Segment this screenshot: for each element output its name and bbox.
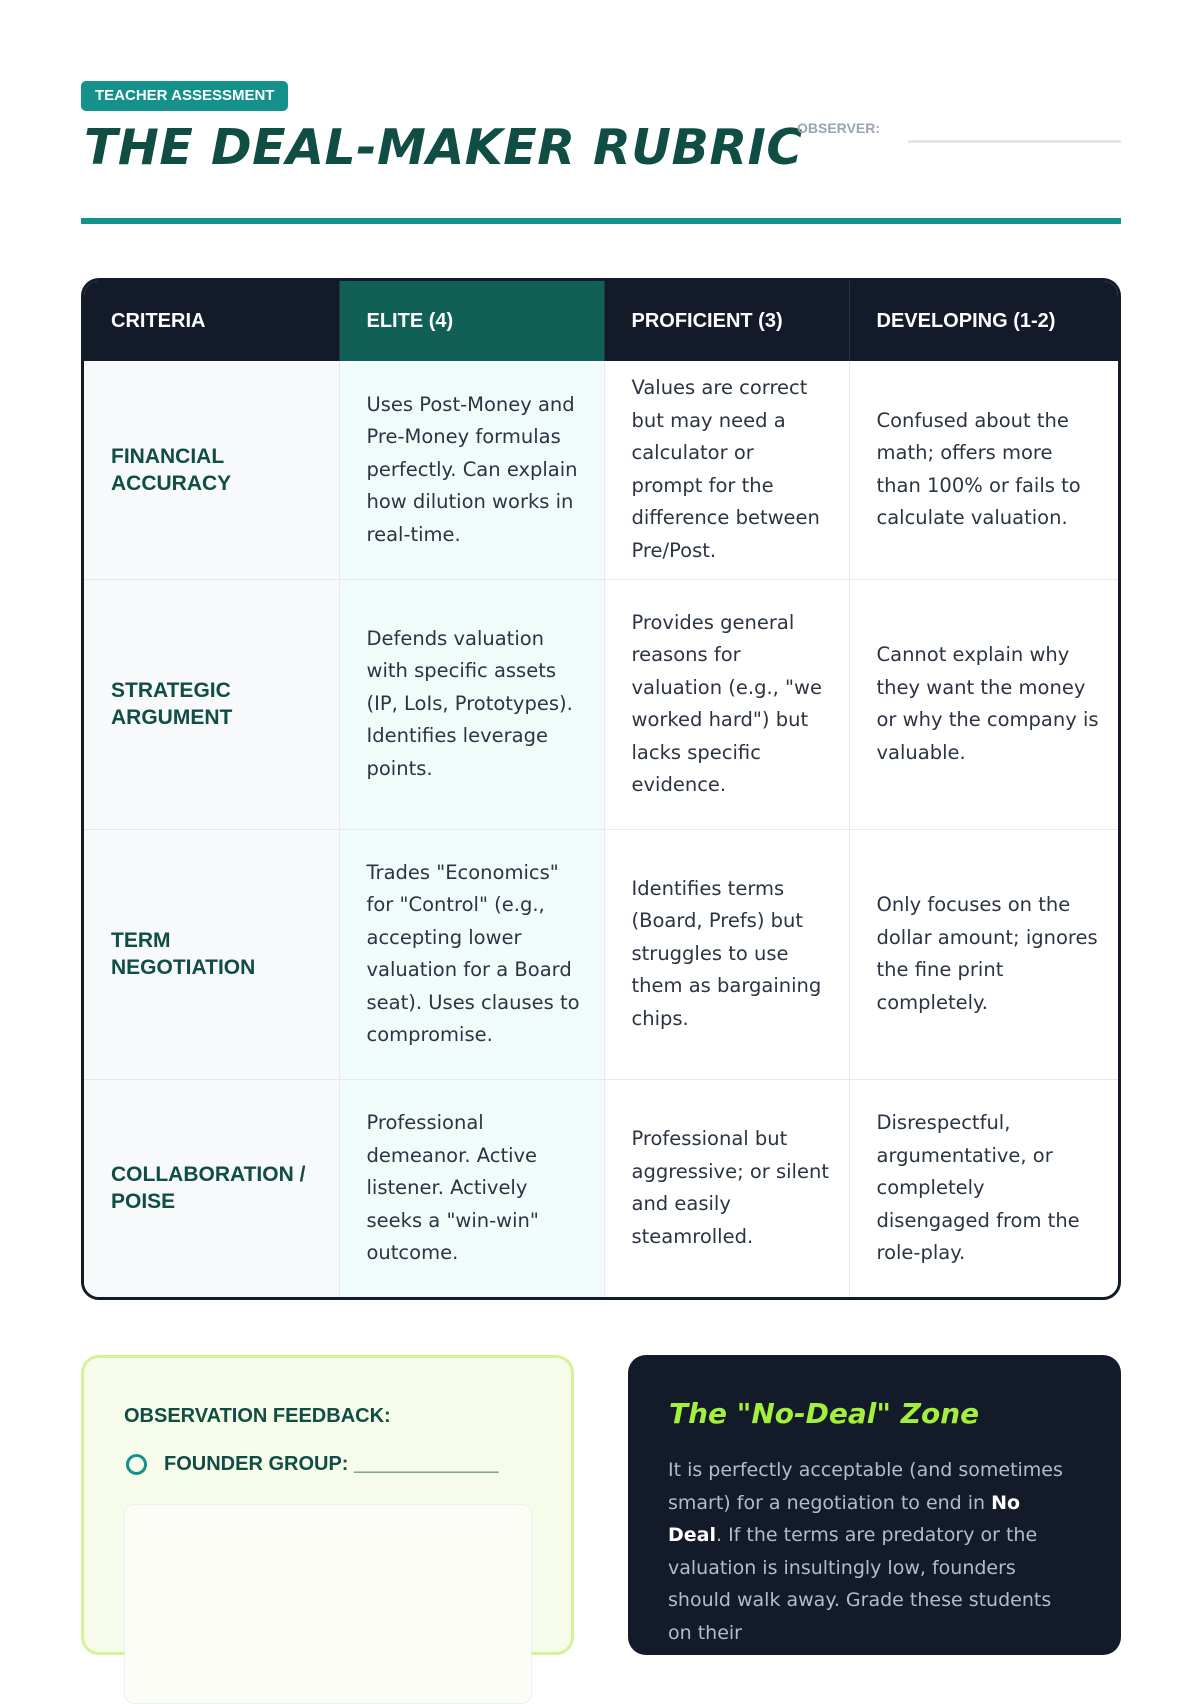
teacher-assessment-badge: TEACHER ASSESSMENT	[81, 81, 288, 111]
column-header-elite: ELITE (4)	[339, 281, 604, 361]
feedback-notes-area[interactable]	[124, 1504, 532, 1704]
table-row	[84, 579, 1118, 829]
feedback-title: OBSERVATION FEEDBACK:	[124, 1405, 391, 1427]
rubric-header-row	[84, 281, 1118, 361]
no-deal-body	[668, 1454, 1078, 1649]
developing-cell: Cannot explain why they want the money or why the company is valuable.	[849, 579, 1118, 829]
column-header-proficient: PROFICIENT (3)	[604, 281, 849, 361]
observer-label: OBSERVER:	[797, 120, 880, 136]
founder-group-label: FOUNDER GROUP: _____________	[164, 1453, 499, 1475]
column-header-developing: DEVELOPING (1-2)	[849, 281, 1118, 361]
criteria-cell: COLLABORATION / POISE	[84, 1079, 339, 1297]
rubric-table	[81, 278, 1121, 1300]
no-deal-body-end: . If the terms are predatory or the valuation is insultingly low, founders should walk away. Grade these students on their	[668, 1524, 1052, 1644]
no-deal-title: The "No-Deal" Zone	[669, 1397, 980, 1430]
no-deal-zone-card	[628, 1355, 1121, 1655]
observer-field[interactable]	[908, 140, 1121, 143]
elite-cell: Uses Post-Money and Pre-Money formulas perfectly. Can explain how dilution works in real-time.	[339, 361, 604, 579]
founder-group-radio[interactable]	[126, 1454, 147, 1475]
elite-cell: Professional demeanor. Active listener. Actively seeks a "win-win" outcome.	[339, 1079, 604, 1297]
elite-cell: Trades "Economics" for "Control" (e.g., accepting lower valuation for a Board seat). Uses clauses to compromise.	[339, 829, 604, 1079]
developing-cell: Disrespectful, argumentative, or completely disengaged from the role-play.	[876, 1111, 1080, 1264]
observation-feedback-card	[81, 1355, 574, 1655]
page-title: THE DEAL-MAKER RUBRIC	[84, 119, 803, 176]
table-row	[84, 1079, 1118, 1297]
proficient-cell: Values are correct but may need a calculator or prompt for the difference between Pre/Post.	[604, 361, 849, 579]
header-divider	[81, 218, 1121, 224]
column-header-criteria: CRITERIA	[84, 281, 339, 361]
no-deal-body-start: It is perfectly acceptable (and sometimes smart) for a negotiation to end in	[668, 1459, 1063, 1514]
table-row	[84, 829, 1118, 1079]
proficient-cell: Professional but aggressive; or silent and easily steamrolled.	[604, 1079, 849, 1297]
criteria-cell: STRATEGIC ARGUMENT	[84, 579, 339, 829]
table-row	[84, 361, 1118, 579]
developing-cell: Confused about the math; offers more than 100% or fails to calculate valuation.	[849, 361, 1118, 579]
developing-cell: Only focuses on the dollar amount; ignores the fine print completely.	[849, 829, 1118, 1079]
proficient-cell: Identifies terms (Board, Prefs) but struggles to use them as bargaining chips.	[604, 829, 849, 1079]
criteria-cell: FINANCIAL ACCURACY	[84, 361, 339, 579]
elite-cell: Defends valuation with specific assets (IP, LoIs, Prototypes). Identifies leverage points.	[339, 579, 604, 829]
criteria-cell: TERM NEGOTIATION	[84, 829, 339, 1079]
no-deal-emphasis: No Deal	[668, 1491, 1021, 1546]
proficient-cell: Provides general reasons for valuation (e.g., "we worked hard") but lacks specific evidence.	[604, 579, 849, 829]
